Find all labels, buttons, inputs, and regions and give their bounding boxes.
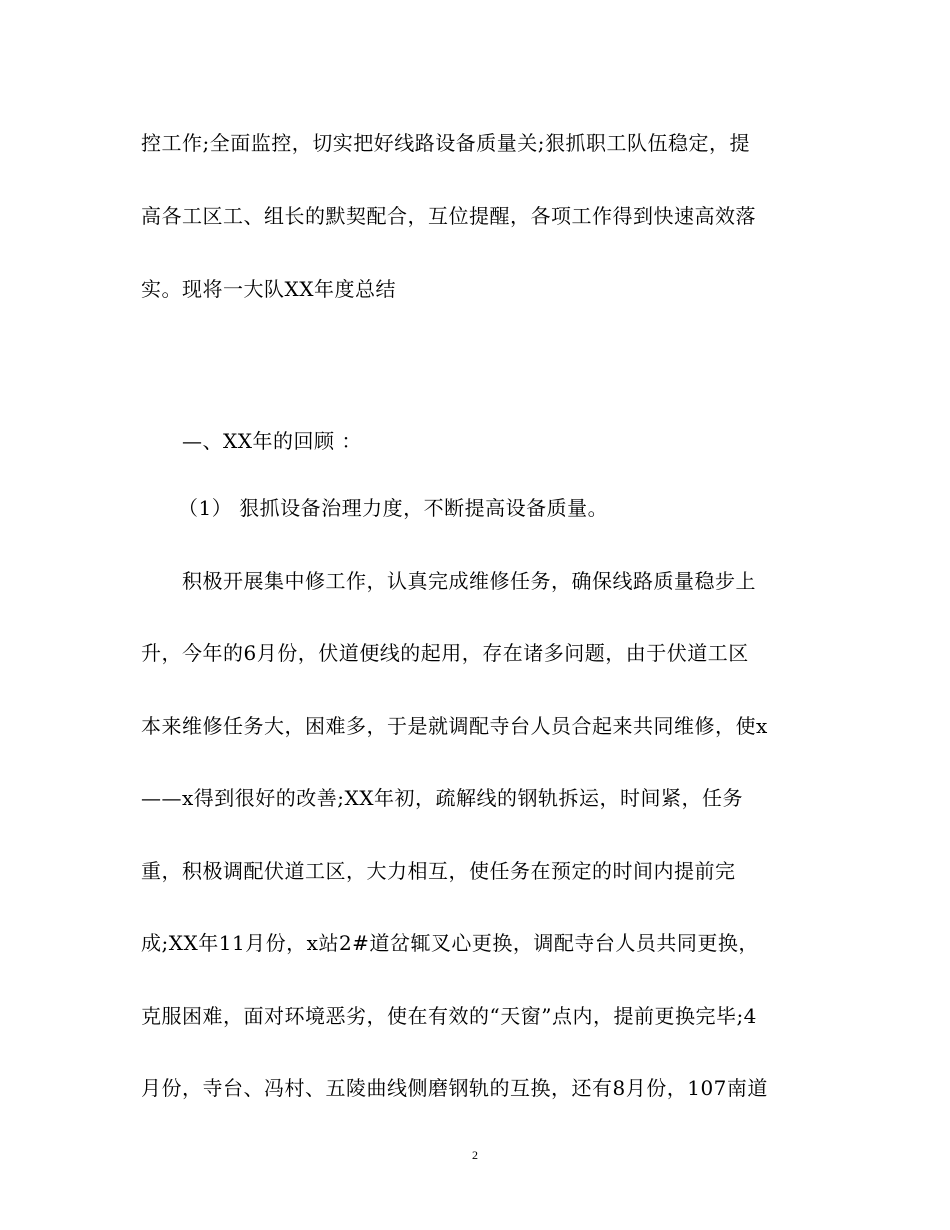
subsection-heading: （1） 狠抓设备治理力度，不断提高设备质量。	[178, 496, 609, 520]
paragraph-line: 积极开展集中修工作，认真完成维修任务，确保线路质量稳步上	[182, 569, 756, 593]
paragraph-line: 月份，寺台、冯村、五陵曲线侧磨钢轨的互换，还有8月份，107南道	[141, 1076, 768, 1100]
paragraph-line: 升，今年的6月份，伏道便线的起用，存在诸多问题，由于伏道工区	[141, 641, 749, 665]
section-heading: —、XX年的回顾 ：	[182, 429, 362, 453]
paragraph-line: 克服困难，面对环境恶劣，使在有效的“天窗”点内，提前更换完毕;4	[141, 1004, 757, 1028]
paragraph-line: 高各工区工、组长的默契配合，互位提醒，各项工作得到快速高效落	[141, 204, 756, 228]
paragraph-line: ——x得到很好的改善;XX年初，疏解线的钢轨拆运，时间紧，任务	[141, 786, 743, 810]
page-number: 2	[472, 1148, 478, 1162]
paragraph-line: 成;XX年11月份，x站2#道岔辄叉心更换，调配寺台人员共同更换，	[141, 931, 759, 955]
paragraph-line: 实。现将一大队XX年度总结	[141, 277, 396, 301]
paragraph-line: 控工作;全面监控，切实把好线路设备质量关;狠抓职工队伍稳定，提	[141, 131, 750, 155]
paragraph-line: 重，积极调配伏道工区，大力相互，使任务在预定的时间内提前完	[141, 859, 736, 883]
paragraph-line: 本来维修任务大，困难多，于是就调配寺台人员合起来共同维修，使x	[141, 714, 768, 738]
